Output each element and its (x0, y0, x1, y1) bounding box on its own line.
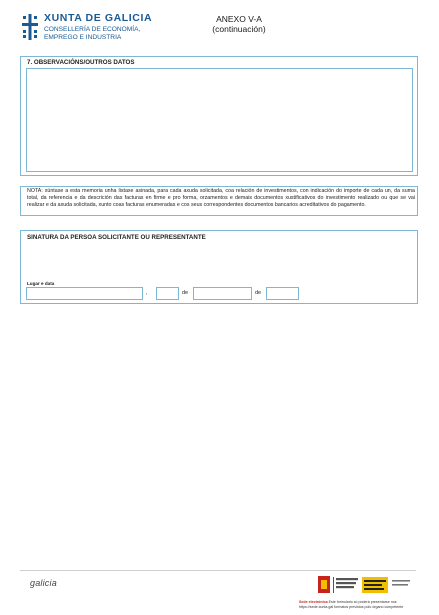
annex-title: ANEXO V-A (216, 14, 262, 24)
observations-textarea[interactable] (26, 68, 413, 172)
footer-divider (20, 570, 416, 571)
department-line-2: EMPREGO E INDUSTRIA (44, 34, 122, 41)
department-name (44, 26, 140, 42)
fine-print-line-2 (299, 605, 429, 610)
xunta-logo-icon (21, 13, 39, 41)
comma-separator: , (146, 290, 148, 296)
signature-title: SINATURA DA PERSOA SOLICITANTE OU REPRESENTANTE (27, 234, 206, 241)
fine-print-url[interactable]: https://sede.xunta.gal (299, 604, 334, 609)
sede-electronica-label: Sede electrónica (299, 600, 328, 604)
department-line-1: CONSELLERÍA DE ECONOMÍA, (44, 26, 141, 33)
annex-subtitle: (continuación) (212, 24, 266, 34)
ministry-logo-icon (318, 575, 412, 595)
year-field[interactable] (266, 287, 299, 300)
galicia-brand (30, 578, 57, 588)
day-field[interactable] (156, 287, 179, 300)
fine-print-text-2: formatos previstos polo órgano competente (334, 604, 404, 609)
footer-fine-print (299, 600, 429, 609)
place-date-label: Lugar e data (27, 281, 55, 286)
observations-title: 7. OBSERVACIÓNS/OUTROS DATOS (27, 59, 135, 66)
month-field[interactable] (193, 287, 252, 300)
note-text: NOTA: xúntase a esta memoria unha listaxe asinada, para cada axuda solicitada, coa relación de investimentos, con indicación do importe de cada un, da suma total, da referencia e da descrición das facturas en firme e pro forma, orzamentos e demais documentos xustificativos do investimento realizado ou que se vai realizar e da axuda solicitada, xunto coas facturas enumeradas e cos seus correspondentes documentos bancarios acreditativos do pagamento. (27, 188, 415, 209)
galicia-brand-text: galicia (30, 578, 57, 588)
de-separator-2: de (255, 290, 262, 296)
org-name: XUNTA DE GALICIA (44, 12, 153, 24)
annex-heading (194, 14, 284, 34)
place-field[interactable] (26, 287, 143, 300)
fine-print-text-1: Este formulario só poderá presentarse nos (328, 600, 397, 604)
de-separator-1: de (182, 290, 189, 296)
